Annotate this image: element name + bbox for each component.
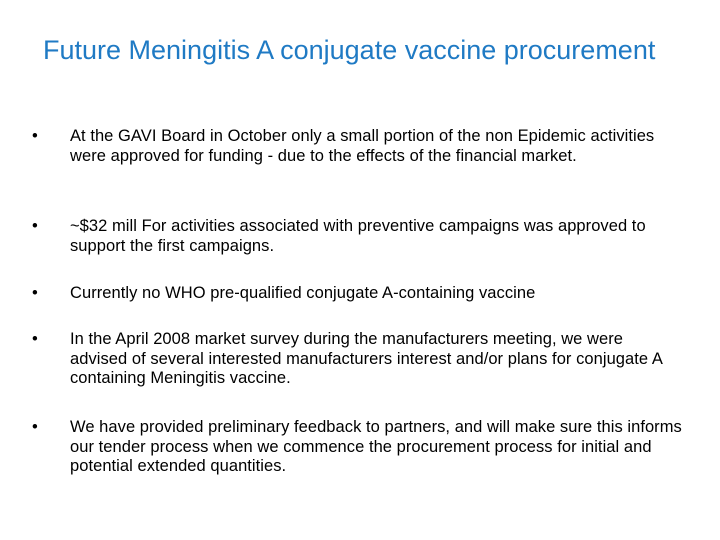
bullet-item-4 [32,330,682,389]
bullet-text: Currently no WHO pre-qualified conjugate A-containing vaccine [70,284,536,302]
slide-title: Future Meningitis A conjugate vaccine procurement [43,35,656,65]
bullet-text: In the April 2008 market survey during the manufacturers meeting, we were advised of several interested manufacturers interest and/or plans for conjugate A containing Meningitis vaccine. [70,330,662,387]
bullet-icon: • [32,217,38,235]
bullet-item-2 [32,217,682,256]
bullet-icon: • [32,418,38,436]
bullet-text: ~$32 mill For activities associated with preventive campaigns was approved to support the first campaigns. [70,217,646,255]
bullet-icon: • [32,330,38,348]
bullet-item-5 [32,418,682,477]
bullet-item-3 [32,284,682,304]
bullet-text: At the GAVI Board in October only a small portion of the non Epidemic activities were approved for funding - due to the effects of the financial market. [70,127,655,165]
bullet-text: We have provided preliminary feedback to partners, and will make sure this informs our tender process when we commence the procurement process for initial and potential extended quantities. [70,418,682,475]
bullet-icon: • [32,127,38,145]
bullet-icon: • [32,284,38,302]
bullet-item-1 [32,127,682,166]
